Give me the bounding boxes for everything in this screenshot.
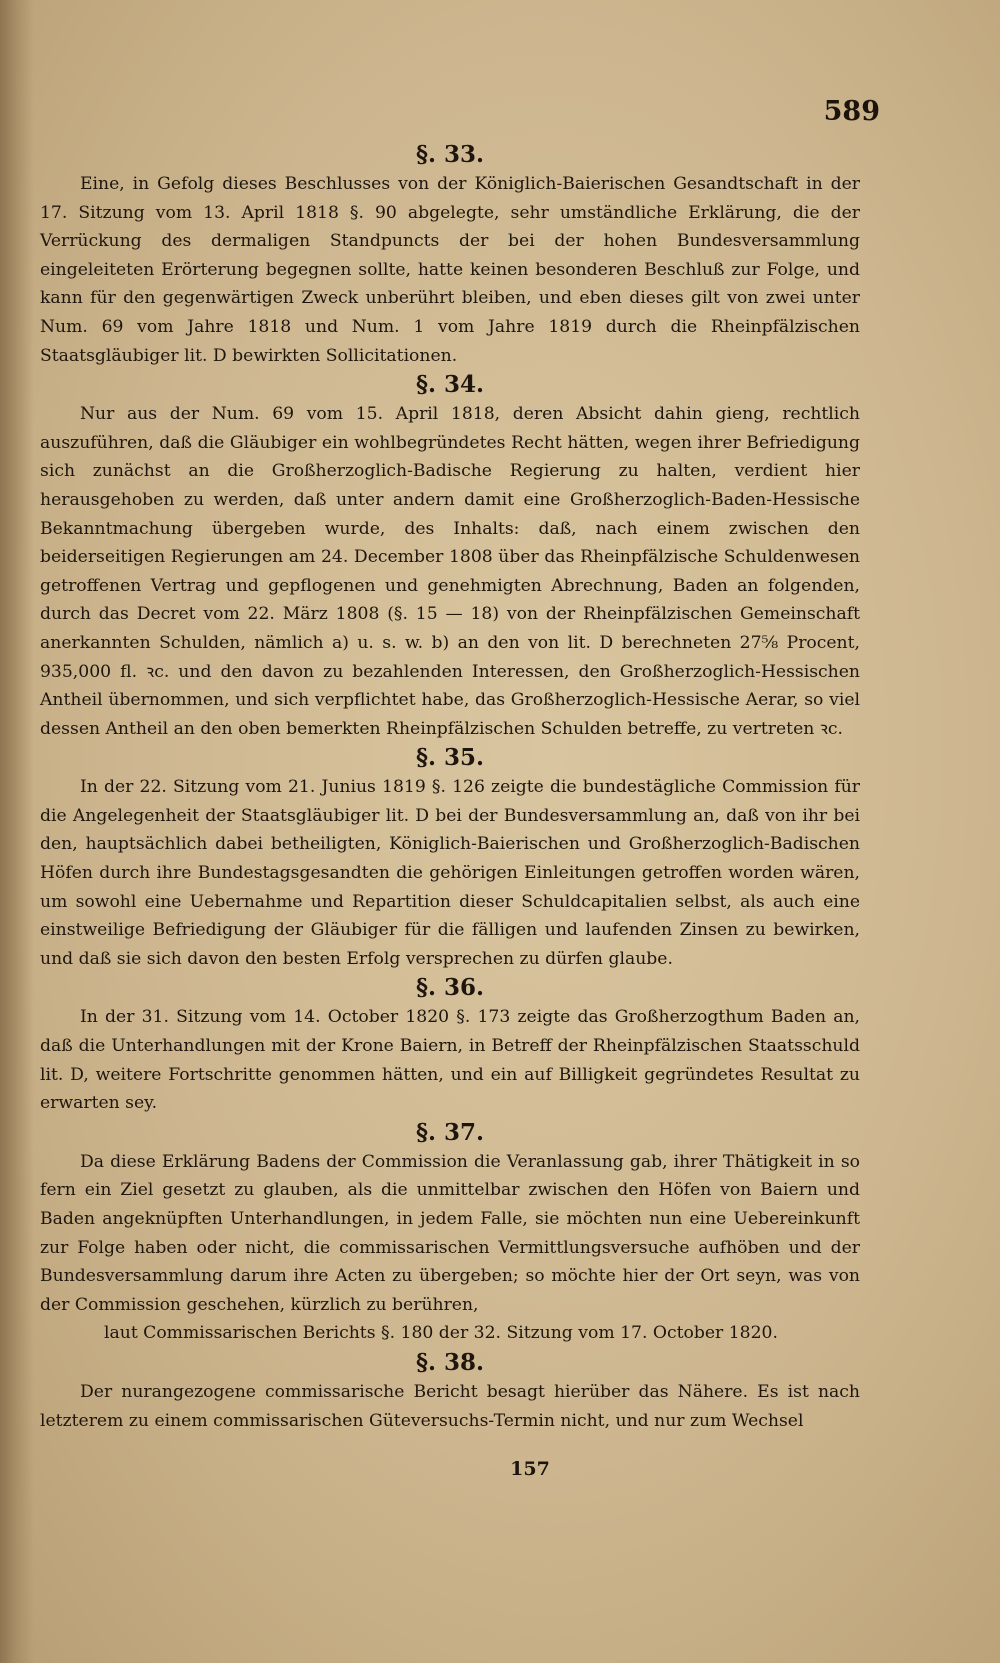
section-heading-35: §. 35.	[415, 744, 485, 772]
section-text-34: Nur aus der Num. 69 vom 15. April 1818, deren Absicht dahin gieng, rechtlich auszuführen, daß die Gläubiger ein wohlbegründetes Recht hätten, wegen ihrer Befriedigung sich zunächst an die Großherzoglich-Badische Regierung zu halten, verdient hier herausgehoben zu werden, daß unter andern damit eine Großherzoglich-Baden-Hessische Bekanntmachung übergeben wurde, des Inhalts: daß, nach einem zwischen den beiderseitigen Regierungen am 24. December 1808 über das Rheinpfälzische Schuldenwesen getroffenen Vertrag und gepflogenen und genehmigten Abrechnung, Baden an folgenden, durch das Decret vom 22. März 1808 (§. 15 — 18) von der Rheinpfälzischen Gemeinschaft anerkannten Schulden, nämlich a) u. s. w. b) an den von lit. D berechneten 27⅝ Procent, 935,000 fl. ꝛc. und den davon zu bezahlenden Interessen, den Großherzoglich-Hessischen Antheil übernommen, und sich verpflichtet habe, das Großherzoglich-Hessische Aerar, so viel dessen Antheil an den oben bemerkten Rheinpfälzischen Schulden betreffe, zu vertreten ꝛc.	[40, 404, 860, 739]
text-column	[40, 140, 860, 1435]
section-heading-38: §. 38.	[415, 1348, 485, 1376]
section-heading-33: §. 33.	[415, 141, 485, 168]
section-text-36: In der 31. Sitzung vom 14. October 1820 §. 173 zeigte das Großherzogthum Baden an, daß die Unterhandlungen mit der Krone Baiern, in Betreff der Rheinpfälzischen Staatsschuld lit. D, weitere Fortschritte genommen hätten, und ein auf Billigkeit gegründetes Resultat zu erwarten sey.	[40, 1007, 860, 1114]
page-binding-shadow	[0, 0, 34, 1663]
section-text-35: In der 22. Sitzung vom 21. Junius 1819 §. 126 zeigte die bundestägliche Commission für die Angelegenheit der Staatsgläubiger lit. D bei der Bundesversammlung an, daß von ihr bei den, hauptsächlich dabei betheiligten, Königlich-Baierischen und Großherzoglich-Badischen Höfen durch ihre Bundestagsgesandten die gehörigen Einleitungen getroffen worden wären, um sowohl eine Uebernahme und Repartition dieser Schuldcapitalien selbst, als auch eine einstweilige Befriedigung der Gläubiger für die fälligen und laufenden Zinsen zu bewirken, und daß sie sich davon den besten Erfolg versprechen zu dürfen glaube.	[40, 777, 860, 969]
section-note-37: laut Commissarischen Berichts §. 180 der 32. Sitzung vom 17. October 1820.	[104, 1323, 778, 1344]
section-heading-34: §. 34.	[415, 371, 485, 399]
section-text-37: Da diese Erklärung Badens der Commission die Veranlassung gab, ihrer Thätigkeit in so fern ein Ziel gesetzt zu glauben, als die unmittelbar zwischen den Höfen von Baiern und Baden angeknüpften Unterhandlungen, in jedem Falle, sie möchten nun eine Uebereinkunft zur Folge haben oder nicht, die commissarischen Vermittlungsversuche aufhöben und der Bundesversammlung darum ihre Acten zu übergeben; so möchte hier der Ort seyn, was von der Commission geschehen, kürzlich zu berühren,	[40, 1151, 860, 1315]
section-text-38: Der nurangezogene commissarische Bericht besagt hierüber das Nähere. Es ist nach letzterem zu einem commissarischen Güteversuchs-Termin nicht, und nur zum Wechsel	[40, 1381, 860, 1431]
signature-mark: 157	[510, 1458, 550, 1480]
page-number: 589	[823, 96, 880, 127]
section-heading-37: §. 37.	[415, 1118, 485, 1146]
section-heading-36: §. 36.	[415, 974, 485, 1002]
section-text-33: Eine, in Gefolg dieses Beschlusses von der Königlich-Baierischen Gesandtschaft in der 17. Sitzung vom 13. April 1818 §. 90 abgelegte, sehr umständliche Erklärung, die der Verrückung des dermaligen Standpuncts der bei der hohen Bundesversammlung eingeleiteten Erörterung begegnen sollte, hatte keinen besonderen Beschluß zur Folge, und kann für den gegenwärtigen Zweck unberührt bleiben, und eben dieses gilt von zwei unter Num. 69 vom Jahre 1818 und Num. 1 vom Jahre 1819 durch die Rheinpfälzischen Staatsgläubiger lit. D bewirkten Sollicitationen.	[40, 174, 860, 366]
